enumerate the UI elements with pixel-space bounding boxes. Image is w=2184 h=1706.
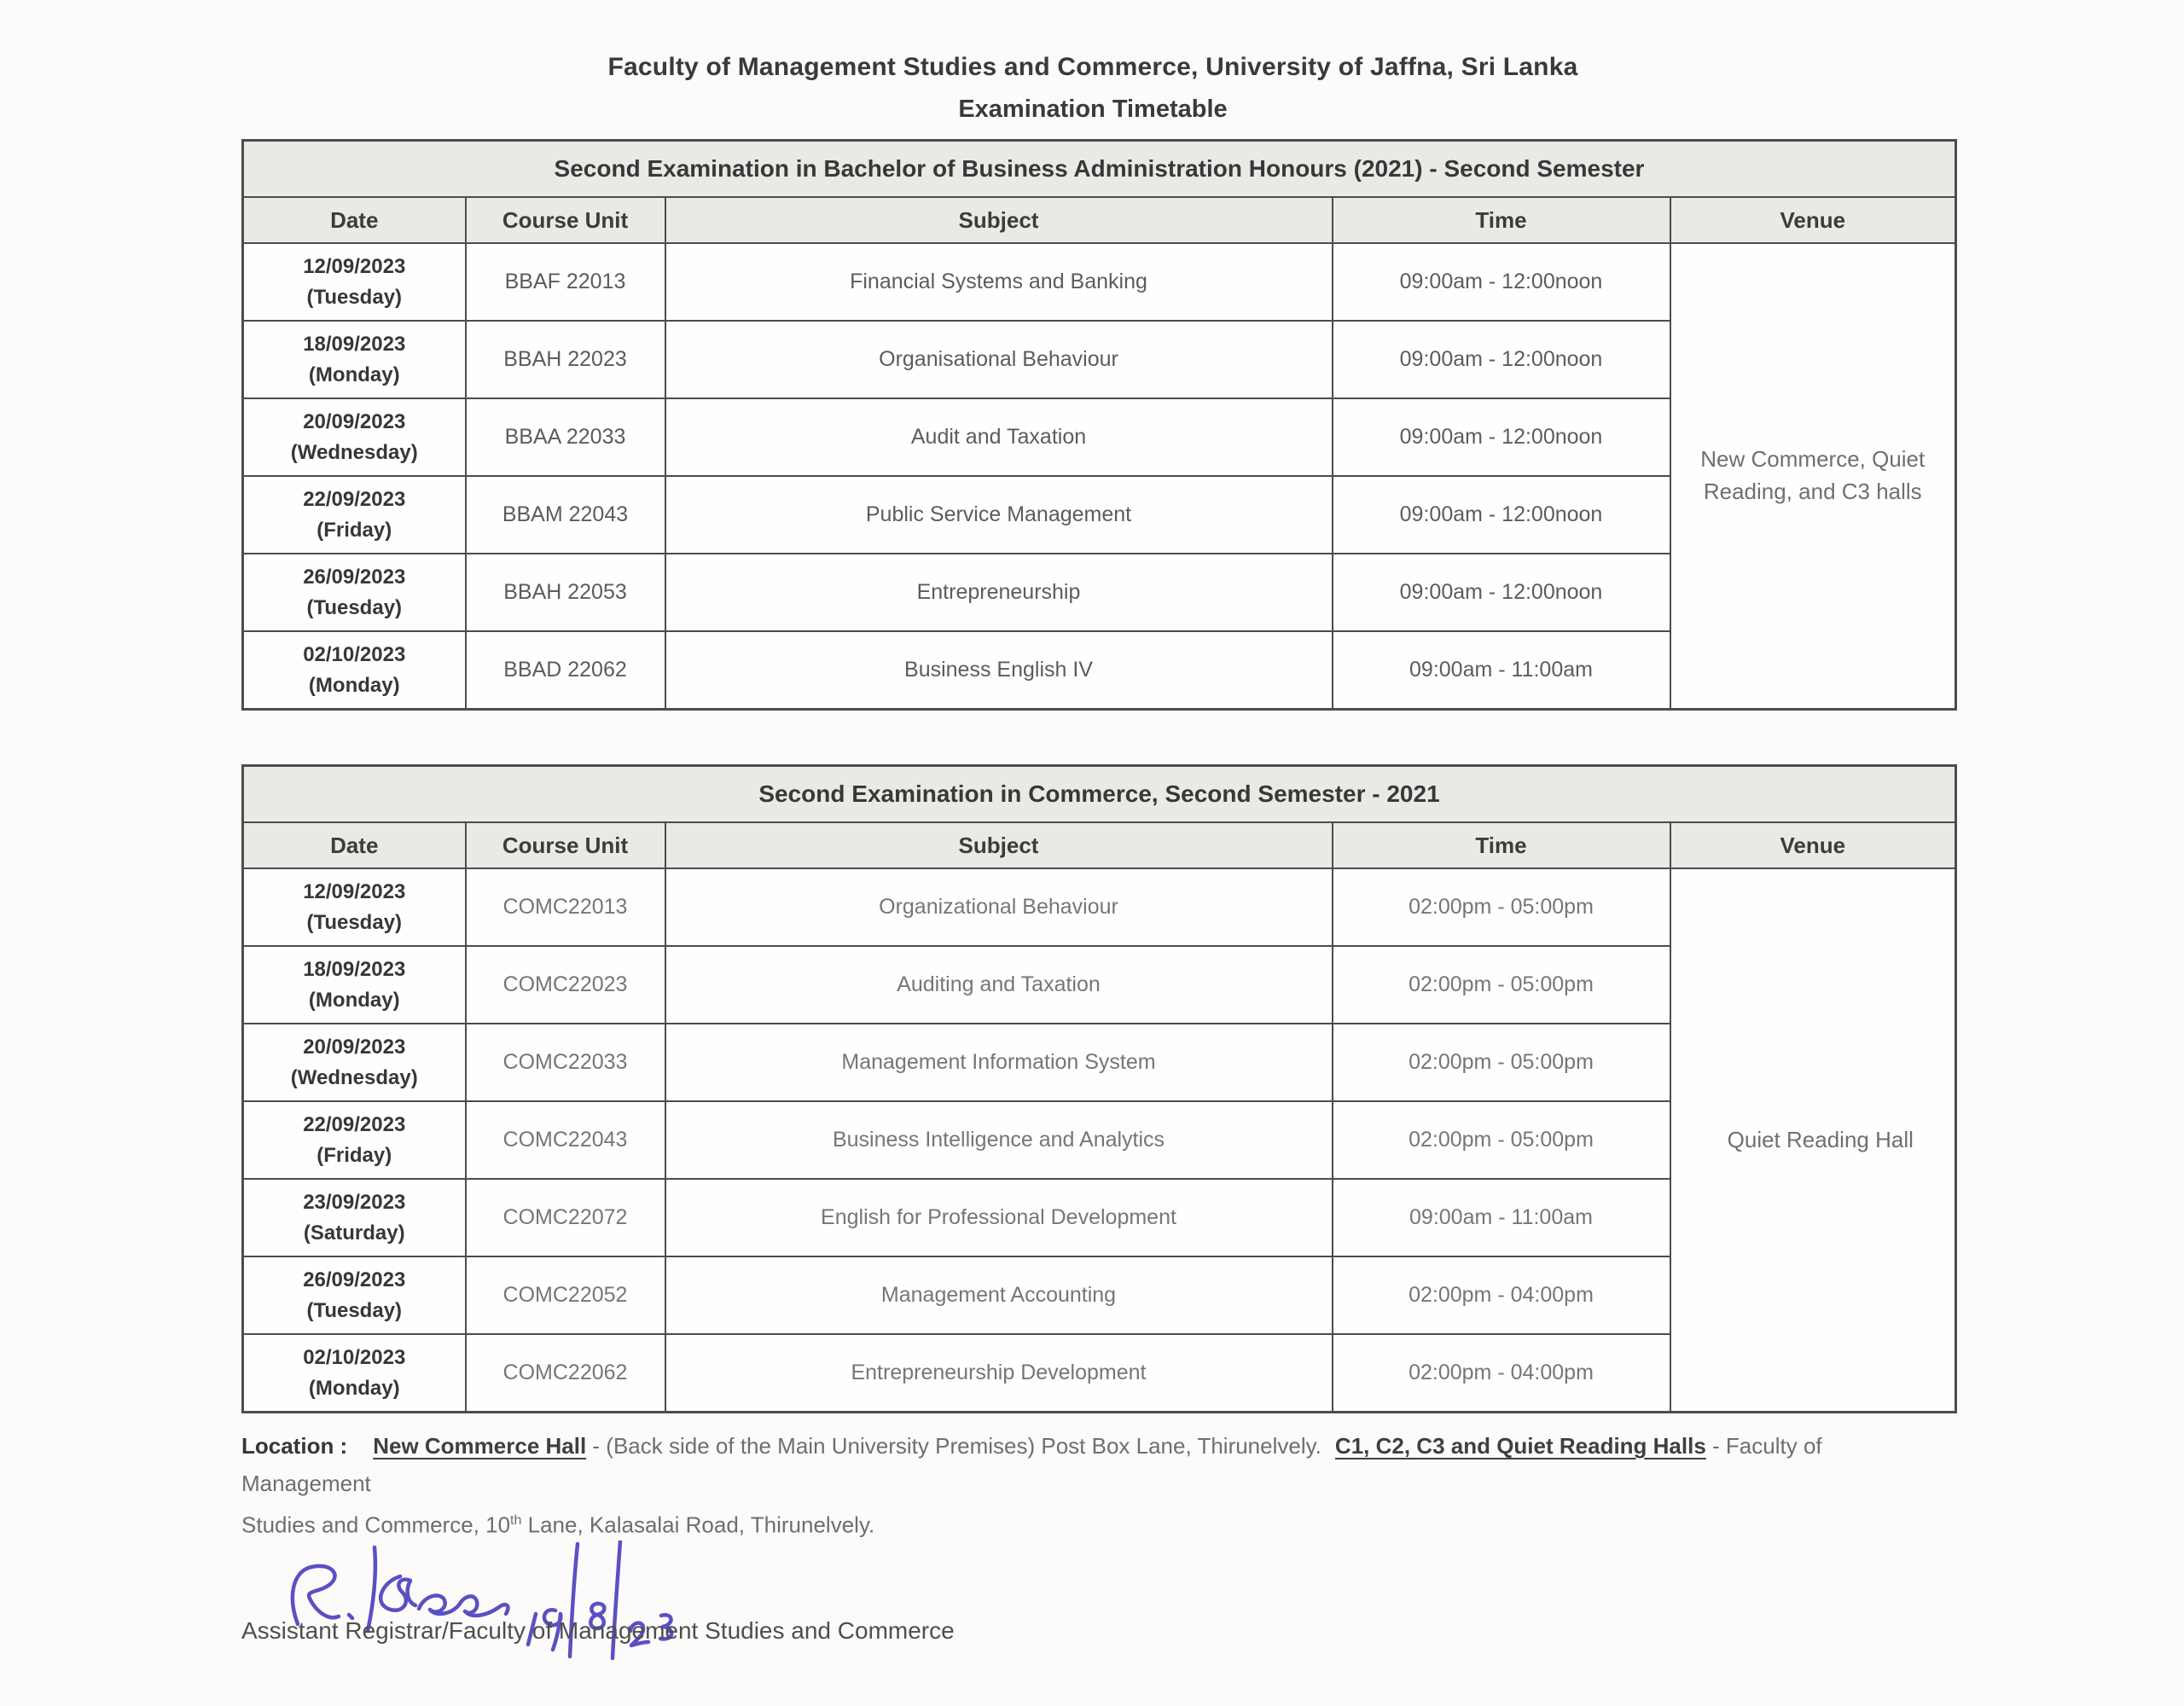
- time-cell: 09:00am - 12:00noon: [1333, 321, 1670, 398]
- course-unit-cell: COMC22072: [466, 1179, 665, 1256]
- time-cell: 02:00pm - 05:00pm: [1333, 868, 1670, 946]
- page-title: Faculty of Management Studies and Commerce, University of Jaffna, Sri Lanka: [607, 53, 1578, 81]
- course-unit-cell: COMC22033: [466, 1024, 665, 1101]
- location-address-post: Lane, Kalasalai Road, Thirunelvely.: [521, 1512, 875, 1538]
- ordinal-suffix: th: [510, 1513, 522, 1528]
- location-label: Location :: [241, 1433, 348, 1459]
- date-cell: 18/09/2023 (Monday): [243, 321, 466, 398]
- col-header-venue: Venue: [1670, 197, 1956, 243]
- subject-cell: Organisational Behaviour: [665, 321, 1333, 398]
- course-unit-cell: BBAA 22033: [466, 398, 665, 476]
- col-header-time: Time: [1333, 197, 1670, 243]
- location-hall-primary: New Commerce Hall: [373, 1433, 587, 1459]
- venue-cell: New Commerce, Quiet Reading, and C3 halls: [1670, 243, 1956, 710]
- location-hall-secondary: C1, C2, C3 and Quiet Reading Halls: [1334, 1433, 1706, 1459]
- table-title-row: [243, 766, 1956, 823]
- time-cell: 09:00am - 11:00am: [1333, 1179, 1670, 1256]
- location-line-1: [241, 1427, 1955, 1502]
- date-cell: 22/09/2023 (Friday): [243, 1101, 466, 1179]
- date-cell: 26/09/2023 (Tuesday): [243, 1256, 466, 1334]
- col-header-venue: Venue: [1670, 822, 1956, 868]
- time-cell: 02:00pm - 04:00pm: [1333, 1334, 1670, 1413]
- exam-table-commerce: [241, 764, 1957, 1413]
- subject-cell: English for Professional Development: [665, 1179, 1333, 1256]
- time-cell: 09:00am - 12:00noon: [1333, 243, 1670, 321]
- course-unit-cell: COMC22013: [466, 868, 665, 946]
- date-cell: 18/09/2023 (Monday): [243, 946, 466, 1024]
- table-title: Second Examination in Commerce, Second Semester - 2021: [243, 766, 1956, 823]
- handwritten-signature: [272, 1541, 682, 1668]
- time-cell: 02:00pm - 05:00pm: [1333, 1101, 1670, 1179]
- column-header-row: [243, 197, 1956, 243]
- date-cell: 20/09/2023 (Wednesday): [243, 1024, 466, 1101]
- signatory-line: Assistant Registrar/Faculty of Management Studies and Commerce: [241, 1616, 955, 1644]
- course-unit-cell: BBAF 22013: [466, 243, 665, 321]
- col-header-date: Date: [243, 822, 466, 868]
- document-body: [241, 139, 1955, 1706]
- time-cell: 02:00pm - 05:00pm: [1333, 946, 1670, 1024]
- time-cell: 02:00pm - 05:00pm: [1333, 1024, 1670, 1101]
- page-subtitle: Examination Timetable: [958, 96, 1228, 123]
- location-hall-secondary-detail: - Faculty of Management: [241, 1433, 1822, 1496]
- subject-cell: Entrepreneurship: [665, 554, 1333, 631]
- subject-cell: Entrepreneurship Development: [665, 1334, 1333, 1413]
- location-text: [241, 1427, 1955, 1544]
- time-cell: 09:00am - 12:00noon: [1333, 476, 1670, 554]
- exam-row: [243, 243, 1956, 321]
- time-cell: 09:00am - 12:00noon: [1333, 554, 1670, 631]
- location-line-2: [241, 1502, 1955, 1544]
- table-title-row: [243, 141, 1956, 198]
- column-header-row: [243, 822, 1956, 868]
- subject-cell: Financial Systems and Banking: [665, 243, 1333, 321]
- subject-cell: Public Service Management: [665, 476, 1333, 554]
- date-cell: 26/09/2023 (Tuesday): [243, 554, 466, 631]
- subject-cell: Management Accounting: [665, 1256, 1333, 1334]
- date-cell: 02/10/2023 (Monday): [243, 1334, 466, 1413]
- course-unit-cell: COMC22043: [466, 1101, 665, 1179]
- date-cell: 23/09/2023 (Saturday): [243, 1179, 466, 1256]
- date-cell: 02/10/2023 (Monday): [243, 631, 466, 710]
- course-unit-cell: COMC22023: [466, 946, 665, 1024]
- date-cell: 12/09/2023 (Tuesday): [243, 868, 466, 946]
- col-header-course-unit: Course Unit: [466, 822, 665, 868]
- location-hall-primary-detail: - (Back side of the Main University Premises) Post Box Lane, Thirunelvely.: [586, 1433, 1321, 1459]
- col-header-course-unit: Course Unit: [466, 197, 665, 243]
- exam-row: [243, 868, 1956, 946]
- footer: [241, 1427, 1955, 1706]
- subject-cell: Business English IV: [665, 631, 1333, 710]
- subject-cell: Organizational Behaviour: [665, 868, 1333, 946]
- time-cell: 09:00am - 12:00noon: [1333, 398, 1670, 476]
- subject-cell: Auditing and Taxation: [665, 946, 1333, 1024]
- course-unit-cell: BBAM 22043: [466, 476, 665, 554]
- date-cell: 12/09/2023 (Tuesday): [243, 243, 466, 321]
- time-cell: 09:00am - 11:00am: [1333, 631, 1670, 710]
- col-header-time: Time: [1333, 822, 1670, 868]
- subject-cell: Business Intelligence and Analytics: [665, 1101, 1333, 1179]
- table-title: Second Examination in Bachelor of Business Administration Honours (2021) - Second Semester: [243, 141, 1956, 198]
- subject-cell: Audit and Taxation: [665, 398, 1333, 476]
- exam-table-bba: [241, 139, 1957, 711]
- col-header-date: Date: [243, 197, 466, 243]
- col-header-subject: Subject: [665, 197, 1333, 243]
- venue-cell: Quiet Reading Hall: [1670, 868, 1956, 1413]
- col-header-subject: Subject: [665, 822, 1333, 868]
- course-unit-cell: BBAH 22023: [466, 321, 665, 398]
- signature-block: [241, 1544, 1955, 1706]
- date-cell: 22/09/2023 (Friday): [243, 476, 466, 554]
- location-address-pre: Studies and Commerce, 10: [241, 1512, 511, 1538]
- date-cell: 20/09/2023 (Wednesday): [243, 398, 466, 476]
- course-unit-cell: COMC22052: [466, 1256, 665, 1334]
- time-cell: 02:00pm - 04:00pm: [1333, 1256, 1670, 1334]
- subject-cell: Management Information System: [665, 1024, 1333, 1101]
- course-unit-cell: BBAH 22053: [466, 554, 665, 631]
- course-unit-cell: COMC22062: [466, 1334, 665, 1413]
- course-unit-cell: BBAD 22062: [466, 631, 665, 710]
